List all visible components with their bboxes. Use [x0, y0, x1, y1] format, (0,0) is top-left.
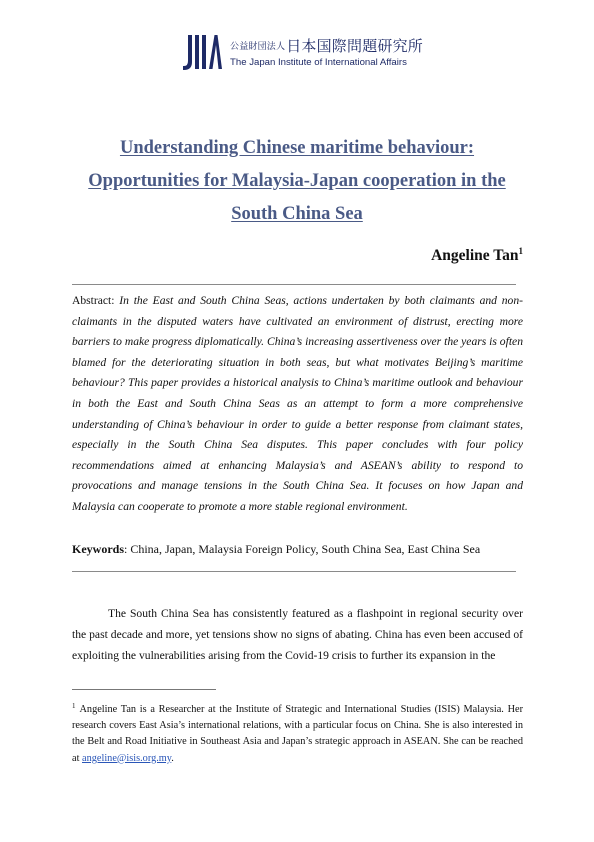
jiia-mark-icon	[181, 33, 222, 71]
footnote-end: .	[171, 752, 174, 764]
jiia-english-name: The Japan Institute of International Affairs	[230, 56, 407, 68]
keywords	[72, 542, 523, 557]
divider-bottom	[72, 571, 516, 572]
jiia-logo-text	[230, 36, 424, 68]
footnote	[72, 698, 523, 767]
author-name-text: Angeline Tan	[431, 247, 519, 264]
author-email-link[interactable]: angeline@isis.org.my	[82, 752, 172, 764]
document-title	[60, 132, 534, 231]
author-name	[431, 246, 523, 265]
divider-top	[72, 284, 516, 285]
footnote-mark: 1	[72, 702, 76, 710]
jiia-logo	[181, 33, 423, 73]
body-paragraph-text: The South China Sea has consistently featured as a flashpoint in regional security over the past decade and more, yet tensions show no signs of abating. China has even been accused of exploiting the vulnerabilities arising from the Covid-19 crisis to further its expansion in the	[72, 607, 523, 663]
keywords-label: Keywords	[72, 542, 124, 556]
footnote-text: Angeline Tan is a Researcher at the Institute of Strategic and International Studies (ISIS) Malaysia. Her research covers East Asia’s international relations, with a particular focus on China. She is also interested in the Belt and Road Initiative in Southeast Asia and Japan’s strategic approach in ASEAN. She can be reached at	[72, 704, 523, 764]
keywords-text: : China, Japan, Malaysia Foreign Policy, South China Sea, East China Sea	[124, 542, 481, 556]
body-paragraph	[72, 603, 523, 667]
title-line-3: South China Sea	[231, 204, 363, 224]
title-line-2: Opportunities for Malaysia-Japan cooperation in the	[88, 171, 506, 191]
jiia-logo-mark	[181, 35, 222, 71]
abstract-text: In the East and South China Seas, actions undertaken by both claimants and non-claimants in the disputed waters have cultivated an environment of distrust, erecting more barriers to make progress diplomatically. China’s increasing assertiveness over the years is often blamed for the deteriorating situation in both seas, but what motivates Beijing’s maritime behaviour? This paper provides a historical analysis to China’s maritime outlook and behaviour in both the East and South China Seas as an attempt to form a more comprehensive understanding of China’s behaviour in order to guide a better response from claimant states, especially in the South China Sea disputes. This paper concludes with four policy recommendations aimed at enhancing Malaysia’s and ASEAN’s ability to respond to provocations and manage tensions in the South China Sea. It focuses on how Japan and Malaysia can cooperate to promote a more stable regional environment.	[72, 294, 523, 513]
author-footnote-mark: 1	[518, 246, 523, 256]
abstract	[72, 291, 523, 518]
footnote-separator	[72, 689, 216, 690]
jiia-japanese-name: 公益財団法人日本国際問題研究所	[230, 36, 424, 55]
abstract-label: Abstract:	[72, 294, 120, 307]
title-line-1: Understanding Chinese maritime behaviour:	[119, 138, 475, 158]
